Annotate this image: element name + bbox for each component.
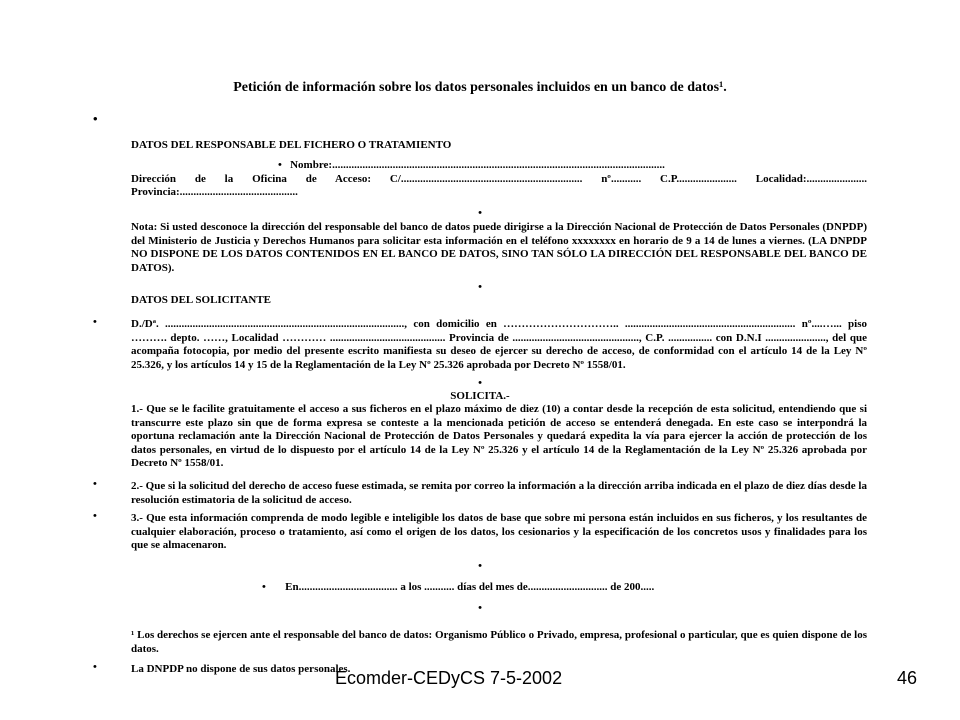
footnote: ¹ Los derechos se ejercen ante el responsable del banco de datos: Organismo Público o Privado, empresa, profesional o particular, que es quien dispone de los datos.: [131, 629, 867, 655]
bullet: •: [478, 377, 482, 389]
bullet: •: [278, 159, 282, 171]
provincia-field: Provincia:...........................................: [131, 186, 298, 198]
nota-text: Nota: Si usted desconoce la dirección del responsable del banco de datos puede dirigirse a la Dirección Nacional de Protección de Datos Personales (DNPDP) del Ministerio de Justicia y Derechos Humanos para solicitar esta información en el teléfono xxxxxxxx en horario de 9 a 14 de lunes a viernes. (LA DNPDP NO DISPONE DE LOS DATOS CONTENIDOS EN EL BANCO DE DATOS, SINO TAN SÓLO LA DIRECCIÓN DEL RESPONSABLE DEL BANCO DE DATOS).: [131, 221, 867, 274]
document-title: Petición de información sobre los datos personales incluidos en un banco de datos¹.: [233, 80, 727, 95]
slide-number: 46: [897, 668, 918, 688]
bullet: •: [93, 478, 97, 490]
nombre-field: Nombre:.........................................................................................................................: [290, 159, 665, 171]
bullet: •: [478, 207, 482, 219]
responsable-heading: DATOS DEL RESPONSABLE DEL FICHERO O TRATAMIENTO: [131, 139, 452, 151]
fecha-field: En.................................... a los ........... días del mes de............................. de 200.....: [285, 581, 655, 593]
solicita-p3: 3.- Que esta información comprenda de modo legible e inteligible los datos de base que sobre mi persona están incluidos en sus ficheros, y los resultantes de cualquier elaboración, proceso o tratamiento, así como el origen de los datos, los cesionarios y la especificación de los concretos usos y finalidades para los que se almacenaron.: [131, 512, 867, 551]
responsable-block: [131, 159, 867, 200]
direccion-field: Dirección de la Oficina de Acceso: C/.................................................................. nº........... C.P...................... Localidad:......................: [131, 172, 867, 185]
footer-source: Ecomder-CEDyCS 7-5-2002: [335, 668, 563, 688]
solicitante-text: D./Dª. ......................................................................................., con domicilio en ………………………….. .............................................................. nº....…... piso ………. depto. ……, Localidad ………… .......................................... Provincia de .............................................., C.P. ................ con D.N.I ......................, del que acompaña fotocopia, por medio del presente escrito manifiesta su deseo de ejercer su derecho de acceso, de conformidad con el artículo 14 de la Ley Nº 25.326, y los artículos 14 y 15 de la Reglamentación de la Ley Nº 25.326 aprobada por Decreto Nº 1558/01.: [131, 318, 867, 371]
bullet: •: [478, 602, 482, 614]
solicitante-heading: DATOS DEL SOLICITANTE: [131, 294, 271, 306]
bullet: •: [262, 581, 266, 593]
solicita-p1: 1.- Que se le facilite gratuitamente el acceso a sus ficheros en el plazo máximo de diez (10) a contar desde la recepción de esta solicitud, entendiendo que si transcurre este plazo sin que de forma expresa se conteste a la mencionada petición de acceso se entenderá denegada. En este caso se interpondrá la oportuna reclamación ante la Dirección Nacional de Protección de Datos Personales y quedará expedita la vía para ejercer la acción de protección de los datos personales, en virtud de lo dispuesto por el artículo 14 de la Ley Nº 25.326 y el artículo 14 de la Reglamentación de la Ley Nº 25.326 aprobada por Decreto Nº 1558/01.: [131, 403, 867, 469]
bullet: •: [478, 281, 482, 293]
bullet: •: [93, 316, 97, 328]
dnpdp-note: La DNPDP no dispone de sus datos personales.: [131, 663, 351, 675]
bullet: •: [93, 111, 98, 126]
solicita-heading: SOLICITA.-: [450, 390, 510, 402]
fecha-line: [262, 581, 862, 595]
bullet: •: [478, 560, 482, 572]
solicita-p2: 2.- Que si la solicitud del derecho de acceso fuese estimada, se remita por correo la información a la dirección arriba indicada en el plazo de diez días desde la resolución estimatoria de la solicitud de acceso.: [131, 480, 867, 506]
bullet: •: [93, 510, 97, 522]
bullet: •: [93, 661, 97, 673]
